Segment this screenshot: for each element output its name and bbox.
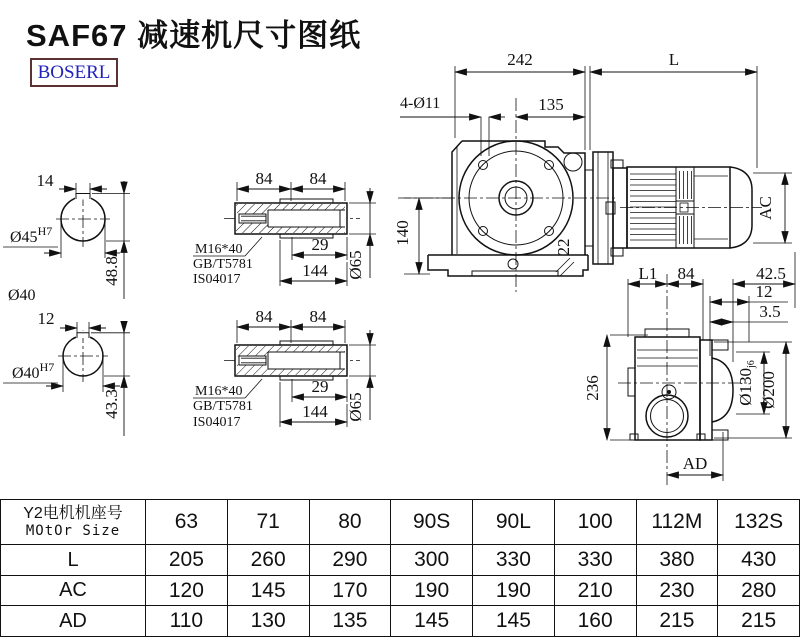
cell: 205 bbox=[146, 545, 228, 576]
cell: 160 bbox=[554, 606, 636, 637]
dim-depth-488 bbox=[92, 181, 130, 299]
dim-label-135: 135 bbox=[538, 95, 564, 114]
dim-label-AC: AC bbox=[756, 196, 775, 220]
dim-label-65: Ø65 bbox=[346, 250, 365, 280]
dim-bore-45 bbox=[3, 222, 120, 258]
motor-size-table bbox=[0, 499, 800, 637]
cell: 300 bbox=[391, 545, 473, 576]
cell: 120 bbox=[146, 575, 228, 606]
view-shaft-end-40 bbox=[3, 309, 130, 436]
note-std1: GB/T5781 bbox=[193, 399, 253, 414]
dim-label-AD: AD bbox=[682, 454, 708, 473]
dim-84-84-top bbox=[237, 169, 345, 201]
col-71: 71 bbox=[227, 500, 309, 545]
dim-label-236: 236 bbox=[583, 375, 602, 401]
dim-65-bottom bbox=[346, 330, 376, 422]
cell: 145 bbox=[227, 575, 309, 606]
dim-label-84b: 84 bbox=[309, 307, 327, 326]
cell: 145 bbox=[473, 606, 555, 637]
dim-label-433: 43.3 bbox=[102, 389, 121, 419]
col-80: 80 bbox=[309, 500, 391, 545]
brand-logo: BOSERL bbox=[30, 58, 118, 87]
note-bolt: M16*40 bbox=[195, 384, 243, 399]
view-hollow-shaft-top bbox=[193, 169, 376, 287]
dim-label-84a: 84 bbox=[255, 169, 273, 188]
bore-value: Ø45 bbox=[10, 229, 38, 246]
cell: 430 bbox=[718, 545, 800, 576]
col-63: 63 bbox=[146, 500, 228, 545]
col-132S: 132S bbox=[718, 500, 800, 545]
row-label: L bbox=[1, 545, 146, 576]
motor bbox=[606, 160, 752, 256]
dim-236 bbox=[583, 335, 648, 440]
dim-242 bbox=[455, 50, 585, 150]
dim-label-29: 29 bbox=[311, 377, 329, 396]
view-side bbox=[583, 252, 795, 487]
cell: 190 bbox=[391, 575, 473, 606]
cell: 130 bbox=[227, 606, 309, 637]
table-header-row bbox=[1, 500, 800, 545]
col-90S: 90S bbox=[391, 500, 473, 545]
cell: 215 bbox=[636, 606, 718, 637]
note-std2: IS04017 bbox=[193, 415, 241, 430]
dim-depth-433 bbox=[91, 321, 130, 436]
header-en: MOtOr Size bbox=[25, 523, 121, 540]
pilot-dia-value: Ø130 bbox=[736, 368, 755, 406]
dim-84-84-bottom bbox=[237, 307, 345, 343]
dim-L bbox=[590, 50, 757, 168]
dim-29-top bbox=[292, 235, 347, 260]
dim-key-width-45 bbox=[37, 171, 108, 196]
dim-label-L1: L1 bbox=[638, 264, 658, 283]
dim-key-width-40 bbox=[38, 309, 107, 335]
cell: 145 bbox=[391, 606, 473, 637]
cell: 380 bbox=[636, 545, 718, 576]
dim-label-12: 12 bbox=[37, 309, 55, 328]
dim-label-14: 14 bbox=[36, 171, 54, 190]
table-row-AC bbox=[1, 575, 800, 606]
dim-label-22: 22 bbox=[554, 238, 573, 256]
dim-29-bottom bbox=[292, 377, 347, 402]
dim-label-84a: 84 bbox=[255, 307, 273, 326]
cell: 260 bbox=[227, 545, 309, 576]
dim-label-144: 144 bbox=[302, 402, 328, 421]
dim-AC bbox=[753, 173, 792, 243]
cell: 135 bbox=[309, 606, 391, 637]
dim-label-144: 144 bbox=[302, 261, 328, 280]
view-hollow-shaft-bottom bbox=[193, 307, 376, 430]
note-bolt: M16*40 bbox=[195, 242, 243, 257]
dim-label-29: 29 bbox=[311, 235, 329, 254]
note-std2: IS04017 bbox=[193, 272, 241, 287]
dim-label-L: L bbox=[668, 50, 680, 69]
cell: 290 bbox=[309, 545, 391, 576]
table-row-AD bbox=[1, 606, 800, 637]
dim-label-200: Ø200 bbox=[759, 371, 778, 409]
header-cn: Y2电机机座号 bbox=[23, 505, 123, 523]
col-112M: 112M bbox=[636, 500, 718, 545]
dim-label-bore45 bbox=[10, 224, 52, 246]
bore-note-label: Ø40 bbox=[8, 287, 36, 304]
page-title: SAF67 减速机尺寸图纸 bbox=[26, 18, 362, 53]
cell: 330 bbox=[554, 545, 636, 576]
cell: 170 bbox=[309, 575, 391, 606]
view-shaft-end-45 bbox=[3, 171, 130, 299]
dim-label-425: 42.5 bbox=[756, 264, 786, 283]
cell: 210 bbox=[554, 575, 636, 606]
dim-65-top bbox=[346, 188, 376, 280]
bore-tolerance: H7 bbox=[39, 360, 55, 374]
col-100: 100 bbox=[554, 500, 636, 545]
dim-label-140: 140 bbox=[393, 220, 412, 246]
dim-label-bore40 bbox=[12, 360, 54, 382]
row-label: AC bbox=[1, 575, 146, 606]
view-front bbox=[393, 50, 792, 292]
bore-tolerance: H7 bbox=[37, 224, 53, 238]
col-90L: 90L bbox=[473, 500, 555, 545]
cell: 110 bbox=[146, 606, 228, 637]
dim-label-84b: 84 bbox=[309, 169, 327, 188]
dim-label-84: 84 bbox=[677, 264, 695, 283]
dim-label-s12: 12 bbox=[755, 282, 773, 301]
bolt-note-bottom bbox=[193, 379, 262, 430]
dim-label-4d11: 4-Ø11 bbox=[400, 95, 441, 112]
cell: 230 bbox=[636, 575, 718, 606]
dim-label-488: 48.8 bbox=[102, 256, 121, 286]
motor-size-header bbox=[1, 500, 146, 545]
cell: 190 bbox=[473, 575, 555, 606]
table-row-L bbox=[1, 545, 800, 576]
dim-label-65: Ø65 bbox=[346, 392, 365, 422]
dim-bolt-holes bbox=[400, 95, 505, 156]
dim-140 bbox=[393, 198, 452, 274]
pilot-tolerance: j6 bbox=[746, 360, 757, 368]
bolt-note-top bbox=[193, 237, 262, 287]
row-label: AD bbox=[1, 606, 146, 637]
dim-135 bbox=[516, 95, 585, 117]
cell: 330 bbox=[473, 545, 555, 576]
bore-value: Ø40 bbox=[12, 365, 40, 382]
cell: 280 bbox=[718, 575, 800, 606]
dim-bore-40 bbox=[3, 359, 120, 392]
cell: 215 bbox=[718, 606, 800, 637]
dim-label-130 bbox=[736, 360, 757, 406]
dim-label-35: 3.5 bbox=[759, 302, 781, 321]
note-std1: GB/T5781 bbox=[193, 257, 253, 272]
dim-label-242: 242 bbox=[507, 50, 533, 69]
